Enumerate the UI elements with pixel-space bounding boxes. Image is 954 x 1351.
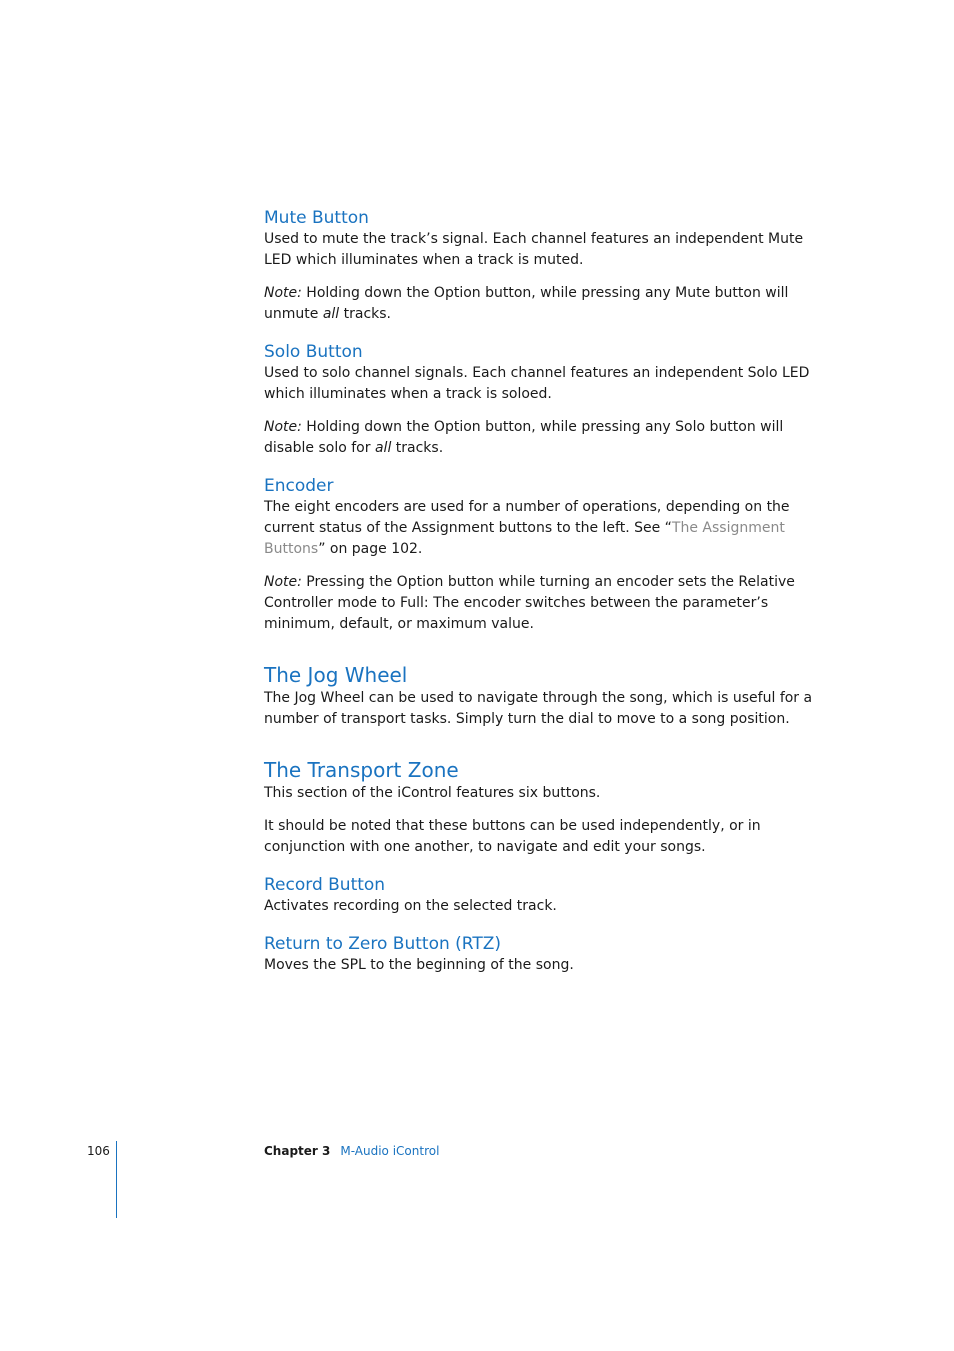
transport-zone-heading: The Transport Zone: [264, 758, 459, 782]
solo-button-description: Used to solo channel signals. Each channel features an independent Solo LED which illuminates when a track is soloed.: [264, 365, 810, 402]
note-text: Holding down the Option button, while pressing any Solo button will disable solo for: [264, 419, 784, 456]
mute-button-heading: Mute Button: [264, 208, 369, 228]
encoder-note: [264, 572, 834, 635]
assignment-buttons-link[interactable]: The Assignment Buttons: [264, 520, 785, 557]
encoder-text: The eight encoders are used for a number of operations, depending on the current status of the Assignment buttons to the left. See “: [264, 499, 790, 536]
transport-zone-intro: This section of the iControl features six buttons.: [264, 785, 601, 801]
chapter-title: M-Audio iControl: [340, 1144, 440, 1158]
rtz-button-description: Moves the SPL to the beginning of the song.: [264, 957, 574, 973]
record-button-heading: Record Button: [264, 875, 386, 895]
chapter-footer: [264, 1143, 439, 1159]
page-number: 106: [87, 1144, 110, 1158]
note-emphasis: all: [374, 440, 392, 456]
rtz-button-heading: Return to Zero Button (RTZ): [264, 934, 502, 954]
encoder-description: [264, 497, 834, 560]
mute-button-note: [264, 283, 834, 325]
note-emphasis: all: [322, 306, 340, 322]
footer-divider: [116, 1141, 117, 1218]
transport-zone-description: It should be noted that these buttons can be used independently, or in conjunction with one another, to navigate and edit your songs.: [264, 818, 761, 855]
note-text-end: tracks.: [339, 306, 391, 322]
note-label: Note:: [264, 574, 302, 590]
record-button-description: Activates recording on the selected track.: [264, 898, 557, 914]
jog-wheel-heading: The Jog Wheel: [264, 663, 408, 687]
chapter-label: Chapter 3: [264, 1144, 331, 1158]
note-text: Holding down the Option button, while pressing any Mute button will unmute: [264, 285, 789, 322]
jog-wheel-description: The Jog Wheel can be used to navigate through the song, which is useful for a number of transport tasks. Simply turn the dial to move to a song position.: [264, 690, 813, 727]
note-text-end: tracks.: [391, 440, 444, 456]
mute-button-description: Used to mute the track’s signal. Each channel features an independent Mute LED which illuminates when a track is muted.: [264, 231, 804, 268]
note-text: Pressing the Option button while turning an encoder sets the Relative Controller mode to Full: The encoder switches between the parameter’s minimum, default, or maximum value.: [264, 574, 795, 632]
note-label: Note:: [264, 419, 302, 435]
encoder-text-end: ” on page 102.: [318, 541, 423, 557]
encoder-heading: Encoder: [264, 476, 334, 496]
page-content: [264, 207, 834, 976]
note-label: Note:: [264, 285, 302, 301]
solo-button-heading: Solo Button: [264, 342, 363, 362]
solo-button-note: [264, 417, 834, 459]
